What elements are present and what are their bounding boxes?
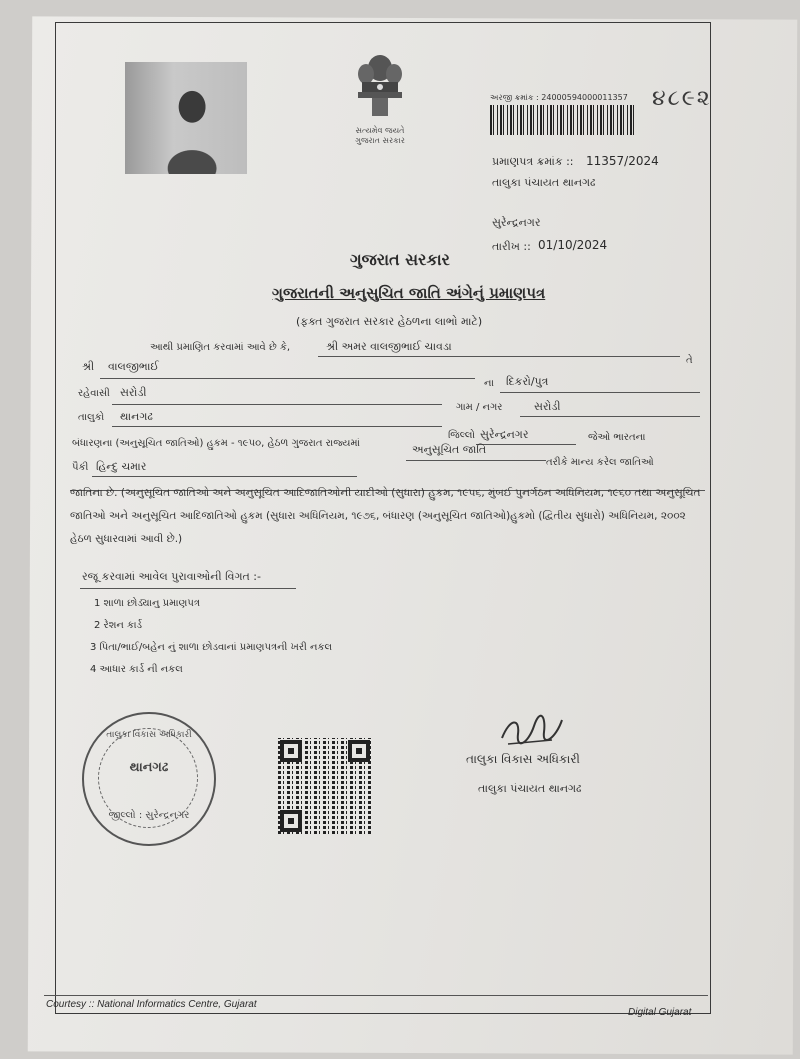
emblem-caption-2: ગુજરાત સરકાર (355, 136, 405, 145)
te-text: તે (686, 355, 693, 366)
qr-finder-top-left (280, 740, 302, 762)
seal-center-text: થાનગઢ (129, 760, 169, 775)
relation-value: દિકરો/પુત્ર (506, 375, 549, 388)
footer-line (44, 995, 708, 996)
bharat-text: જેઓ ભારતના (588, 432, 646, 443)
certificate-number: 11357/2024 (586, 154, 659, 168)
digital-gujarat-brand: Digital Gujarat (628, 1007, 692, 1018)
father-line (100, 378, 475, 379)
district-value: સુરેન્દ્રનગર (480, 428, 529, 441)
qr-finder-top-right (348, 740, 370, 762)
application-number: અરજી ક્રમાંક : 24000594000011357 (490, 93, 628, 102)
seal-bottom-text: જીલ્લો : સુરેન્દ્રનગર (108, 810, 190, 821)
relation-line (500, 392, 700, 393)
residence-value: સરોડી (120, 386, 147, 399)
government-title: ગુજરાત સરકાર (350, 250, 450, 269)
residence-label: રહેવાસી (78, 388, 110, 399)
caste-value: હિન્દુ ચમાર (96, 460, 147, 473)
official-seal (82, 712, 216, 846)
constitution-text: બંધારણના (અનુસૂચિત જાતિઓ) હુકમ - ૧૯૫૦, હેઠળ ગુજરાત રાજ્યમાં (72, 438, 360, 449)
village-label: ગામ / નગર (456, 402, 503, 413)
legal-paragraph: જાતિના છે. (અનુસૂચિત જાતિઓ અને અનુસૂચિત આદિજાતિઓની યાદીઓ (સુધારા) હુકમ, ૧૯૫૬, મુંબઈ પુનર્ગઠન અધિનિયમ, ૧૯૬૦ તથા અનુસૂચિત જાતિઓ અને અનુસૂચિત આદિજાતિઓ હુકમ (સુધારા અધિનિયમ, ૧૯૭૬, બંધારણ (અનુસૂચિત જાતિઓ)હુકમો (દ્વિતીય સુધારો) અધિનિયમ, ૨૦૦૨ હેઠળ સુધારવામાં આવી છે.) (70, 487, 701, 545)
certificate-heading: ગુજરાતની અનુસુચિત જાતિ અંગેનું પ્રમાણપત્ર (272, 284, 546, 302)
national-emblem (335, 50, 425, 160)
evidence-item: 1 શાળા છોડ્યાનુ પ્રમાણપત્ર (94, 598, 200, 609)
seal-top-text: તાલુકા વિકાસ અધિકારી (106, 730, 192, 740)
handwritten-number: ૪૮૯૨ (652, 86, 712, 111)
applicant-photo (125, 62, 247, 174)
district-line (476, 444, 576, 445)
category-line (406, 460, 546, 461)
recognised-text: તરીકે માન્ય કરેલ જાતિઓ (546, 457, 654, 468)
district-label: જિલ્લો (448, 430, 475, 441)
category-value: અનુસૂચિત જાતિ (412, 443, 487, 456)
village-value: સરોડી (534, 400, 561, 413)
shri-label: શ્રી (82, 360, 95, 373)
taluka-line (112, 426, 442, 427)
courtesy-text: Courtesy :: National Informatics Centre, Gujarat (46, 999, 257, 1010)
relation-label: ના (484, 378, 494, 389)
district-header: સુરેન્દ્રનગર (492, 216, 541, 229)
village-line (520, 416, 700, 417)
officer-office: તાલુકા પંચાયત થાનગઢ (478, 782, 582, 795)
caste-line (92, 476, 357, 477)
qr-finder-bottom-left (280, 810, 302, 832)
ashoka-emblem-icon (350, 50, 410, 122)
taluka-value: થાનગઢ (120, 410, 153, 423)
signature-mark (498, 708, 568, 752)
holder-name: શ્રી અમર વાલજીભાઈ ચાવડા (326, 340, 452, 353)
taluka-label: તાલુકો (78, 412, 105, 423)
evidence-heading: રજૂ કરવામાં આવેલ પુરાવાઓની વિગત :- (82, 570, 261, 583)
residence-line (112, 404, 442, 405)
certificate-subheading: (ફક્ત ગુજરાત સરકાર હેઠળના લાભો માટે) (296, 315, 483, 328)
certificate-number-label: પ્રમાણપત્ર ક્રમાંક :: (492, 155, 574, 168)
evidence-item: 2 રેશન કાર્ડ (94, 620, 143, 631)
evidence-item: 3 પિતા/ભાઈ/બહેન નું શાળા છોડવાનાં પ્રમાણપત્રની ખરી નકલ (90, 642, 333, 653)
qr-code (278, 738, 372, 834)
issuing-office: તાલુકા પંચાયત થાનગઢ (492, 176, 596, 189)
name-line (318, 356, 680, 357)
barcode (490, 105, 635, 135)
evidence-item: 4 આધાર કાર્ડ ની નકલ (90, 664, 183, 675)
issue-date: 01/10/2024 (538, 238, 608, 252)
intro-text: આથી પ્રમાણિત કરવામાં આવે છે કે, (150, 342, 291, 353)
evidence-heading-line (80, 588, 296, 589)
father-name: વાલજીભાઈ (108, 360, 159, 373)
date-label: તારીખ :: (492, 240, 531, 253)
officer-title: તાલુકા વિકાસ અધિકારી (466, 752, 580, 766)
among-label: પૈકી (72, 462, 89, 473)
emblem-caption-1: સત્યમેવ જયતે (355, 126, 405, 135)
